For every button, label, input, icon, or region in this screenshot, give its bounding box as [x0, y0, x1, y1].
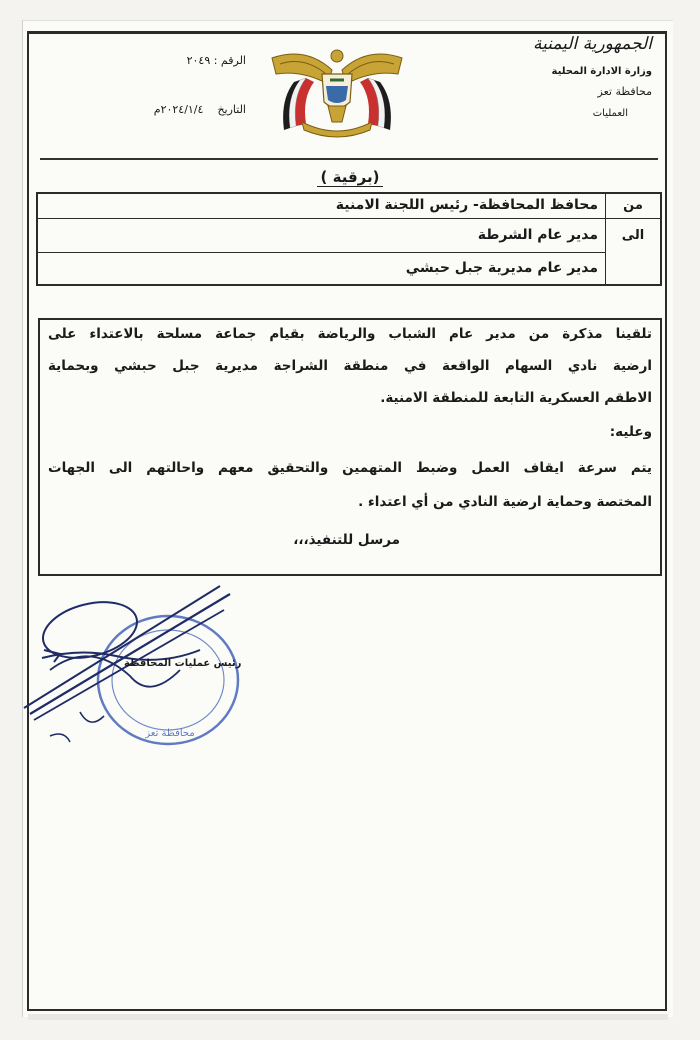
date-label: التاريخ	[217, 103, 246, 116]
reference-value: ٢٠٤٩	[186, 54, 211, 67]
message-body	[38, 318, 662, 576]
reference-label: الرقم :	[213, 54, 246, 67]
to-value-district: مدير عام مديرية جبل حبشي	[405, 260, 598, 276]
telegram-title: (برقية )	[317, 168, 384, 187]
letterhead-left	[96, 54, 246, 152]
body-line: ارضية نادي السهام الواقعة في منطقة الشراجة مديرية جبل حبشي وبحماية	[48, 358, 652, 374]
to-label: الى	[621, 228, 645, 243]
signatory-title: رئيس عمليات المحافظة	[124, 658, 242, 669]
to-value-police: مدير عام الشرطة	[477, 227, 598, 243]
body-line: تلقينا مذكرة من مدير عام الشباب والرياضة بقيام جماعة مسلحة بالاعتداء على	[48, 326, 652, 342]
body-line: وعليه:	[609, 424, 652, 440]
routing-row-divider	[38, 252, 606, 253]
body-line: المختصة وحماية ارضية النادي من أي اعتداء .	[358, 494, 652, 510]
from-label: من	[623, 198, 643, 213]
document-title	[0, 168, 700, 186]
date-value: ٢٠٢٤/١/٤م	[153, 103, 204, 116]
coat-of-arms-icon	[266, 44, 408, 140]
closing-line: مرسل للتنفيذ،،،	[293, 532, 400, 548]
routing-row-divider	[38, 218, 660, 219]
letterhead-right	[492, 34, 652, 119]
governorate-name: محافظة تعز	[597, 85, 652, 98]
body-line: يتم سرعة ايقاف العمل وضبط المتهمين والتحقيق معهم واحالتهم الى الجهات	[48, 460, 652, 476]
department-name: العمليات	[592, 108, 628, 119]
body-line: الاطقم العسكرية التابعة للمنطقة الامنية.	[380, 390, 652, 406]
document-date	[96, 103, 246, 116]
routing-table	[36, 192, 662, 286]
republic-name: الجمهورية اليمنية	[532, 34, 652, 54]
header-divider	[40, 158, 658, 160]
ministry-name: وزارة الادارة المحلية	[551, 66, 652, 77]
stamp-text: محافظة تعز	[145, 728, 195, 739]
page-bottom-edge	[28, 1014, 668, 1020]
from-value: محافظ المحافظة- رئيس اللجنة الامنية	[335, 197, 598, 213]
reference-number	[96, 54, 246, 67]
signature-stamp-graphic	[20, 580, 280, 760]
